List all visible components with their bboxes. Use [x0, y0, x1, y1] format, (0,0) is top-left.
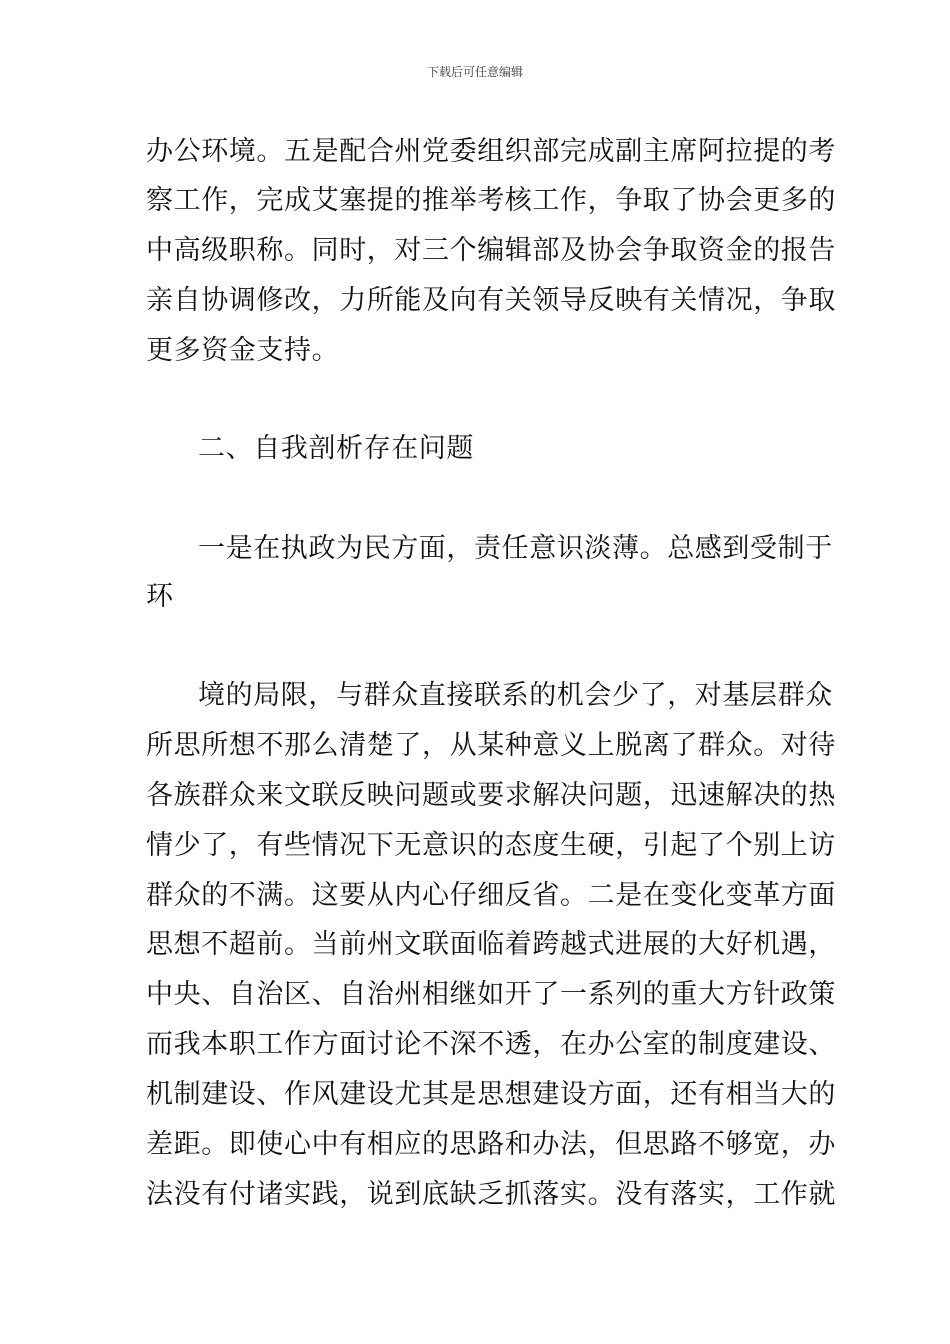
paragraph-3-line-4: 情少了，有些情况下无意识的态度生硬，引起了个别上访 — [146, 830, 836, 861]
paragraph-3-line-5: 群众的不满。这要从内心仔细反省。二是在变化变革方面 — [146, 880, 836, 911]
paragraph-3-line-2: 所思所想不那么清楚了，从某种意义上脱离了群众。对待 — [146, 730, 836, 761]
paragraph-3-line-3: 各族群众来文联反映问题或要求解决问题，迅速解决的热 — [146, 780, 836, 811]
paragraph-1-line-4: 亲自协调修改，力所能及向有关领导反映有关情况，争取 — [146, 285, 836, 316]
section-heading: 二、自我剖析存在问题 — [198, 433, 474, 464]
paragraph-1-line-3: 中高级职称。同时，对三个编辑部及协会争取资金的报告 — [146, 235, 836, 266]
paragraph-3-line-8: 而我本职工作方面讨论不深不透，在办公室的制度建设、 — [146, 1029, 836, 1060]
page-header: 下载后可任意编辑 — [426, 65, 523, 79]
paragraph-2-line-1: 一是在执政为民方面，责任意识淡薄。总感到受制于 — [198, 533, 833, 564]
paragraph-3-line-6: 思想不超前。当前州文联面临着跨越式进展的大好机遇， — [146, 929, 836, 960]
paragraph-3-line-9: 机制建设、作风建设尤其是思想建设方面，还有相当大的 — [146, 1079, 836, 1110]
paragraph-1-line-5: 更多资金支持。 — [146, 335, 340, 366]
paragraph-3-line-10: 差距。即使心中有相应的思路和办法，但思路不够宽，办 — [146, 1129, 836, 1160]
paragraph-3-line-1: 境的局限，与群众直接联系的机会少了，对基层群众 — [198, 680, 833, 711]
paragraph-3-line-7: 中央、自治区、自治州相继如开了一系列的重大方针政策 — [146, 979, 836, 1010]
paragraph-2-line-2: 环 — [146, 581, 174, 612]
paragraph-1-line-1: 办公环境。五是配合州党委组织部完成副主席阿拉提的考 — [146, 136, 836, 167]
paragraph-1-line-2: 察工作，完成艾塞提的推举考核工作，争取了协会更多的 — [146, 185, 836, 216]
paragraph-3-line-11: 法没有付诸实践，说到底缺乏抓落实。没有落实，工作就 — [146, 1179, 836, 1210]
